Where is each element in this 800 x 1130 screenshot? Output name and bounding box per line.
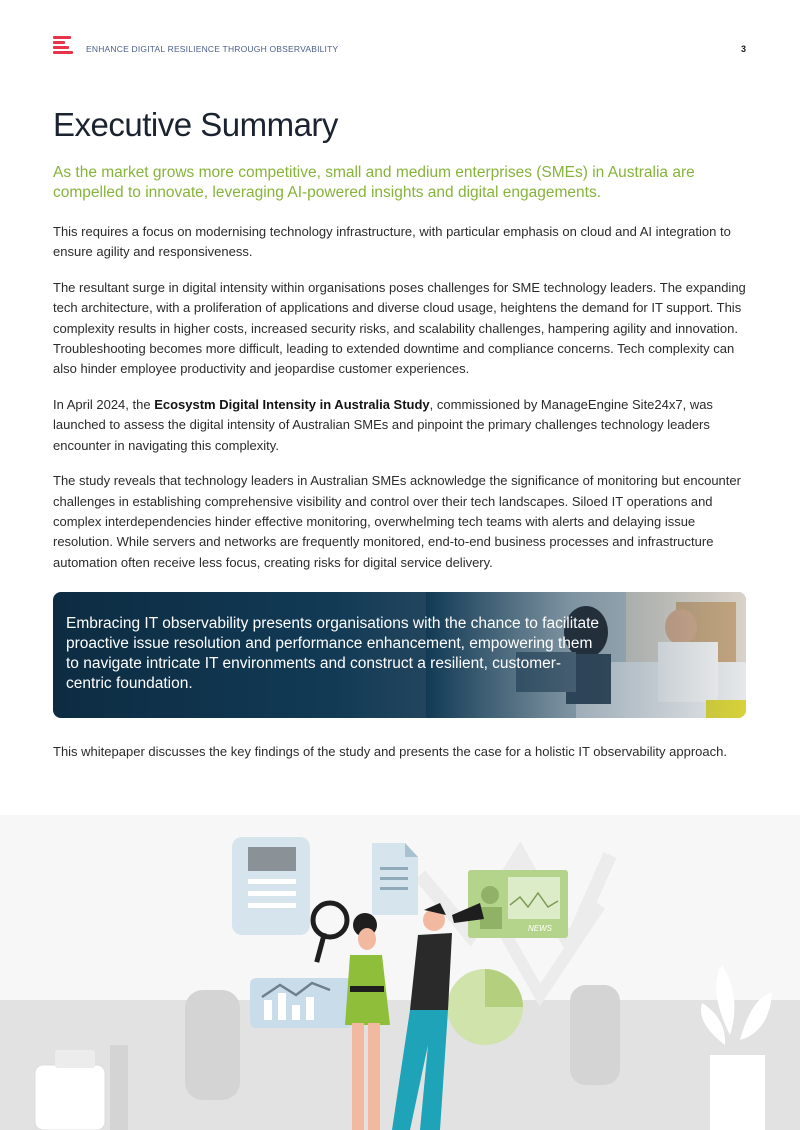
page-header — [53, 36, 746, 58]
brand-logo-icon — [53, 36, 73, 56]
news-label: NEWS — [528, 924, 552, 933]
chair-left — [185, 990, 240, 1100]
lead-paragraph: As the market grows more competitive, small and medium enterprises (SMEs) in Australia are compelled to innovate, leveraging AI-powered insights and digital engagements. — [53, 164, 695, 201]
paragraph-2: The resultant surge in digital intensity within organisations poses challenges for SME technology leaders. The expanding tech architecture, with a proliferation of applications and diverse cloud usage, heightens the demand for IT support. This complexity results in higher costs, increased security risks, and scalability challenges, hampering agility and innovation. Troubleshooting becomes more difficult, leading to extended downtime and compliance concerns. Tech complexity can also hinder employee productivity and jeopardise customer experiences. — [53, 280, 746, 377]
callout-box — [53, 592, 746, 718]
observability-illustration — [0, 815, 800, 1130]
bin — [35, 1065, 105, 1130]
magnifier-icon — [313, 903, 347, 937]
paragraph-1: This requires a focus on modernising technology infrastructure, with particular emphasis on cloud and AI integration to ensure agility and responsiveness. — [53, 224, 731, 260]
paragraph-3-intro: In April 2024, the — [53, 397, 155, 413]
header-title: ENHANCE DIGITAL RESILIENCE THROUGH OBSERVABILITY — [86, 44, 339, 54]
illustration-graphic — [0, 815, 800, 1130]
closing-paragraph: This whitepaper discusses the key findings of the study and presents the case for a holistic IT observability approach. — [53, 744, 727, 759]
study-name: Ecosystm Digital Intensity in Australia Study — [154, 397, 430, 413]
callout-text: Embracing IT observability presents organisations with the chance to facilitate proactive issue resolution and performance enhancement, empowering them to navigate intricate IT environments and construct a resilient, customer-centric foundation. — [66, 615, 600, 692]
body-text — [53, 222, 748, 588]
chair-right — [570, 985, 620, 1085]
page-title: Executive Summary — [53, 106, 338, 143]
paragraph-4: The study reveals that technology leaders in Australian SMEs acknowledge the significance of monitoring but encounter challenges in establishing comprehensive visibility and control over their tech landscapes. Siloed IT operations and complex interdependencies hinder effective monitoring, overwhelming tech teams with alerts and delaying issue resolution. While servers and networks are frequently monitored, end-to-end business processes and infrastructure automation often receive less focus, creating risks for digital service delivery. — [53, 473, 741, 570]
paragraph-3 — [53, 395, 748, 456]
paragraph-3-rest: , commissioned by ManageEngine Site24x7, was launched to assess the digital intensity of Australian SMEs and pinpoint the primary challenges technology leaders encounter in navigating this complexity. — [53, 397, 713, 453]
page-number: 3 — [740, 44, 746, 54]
